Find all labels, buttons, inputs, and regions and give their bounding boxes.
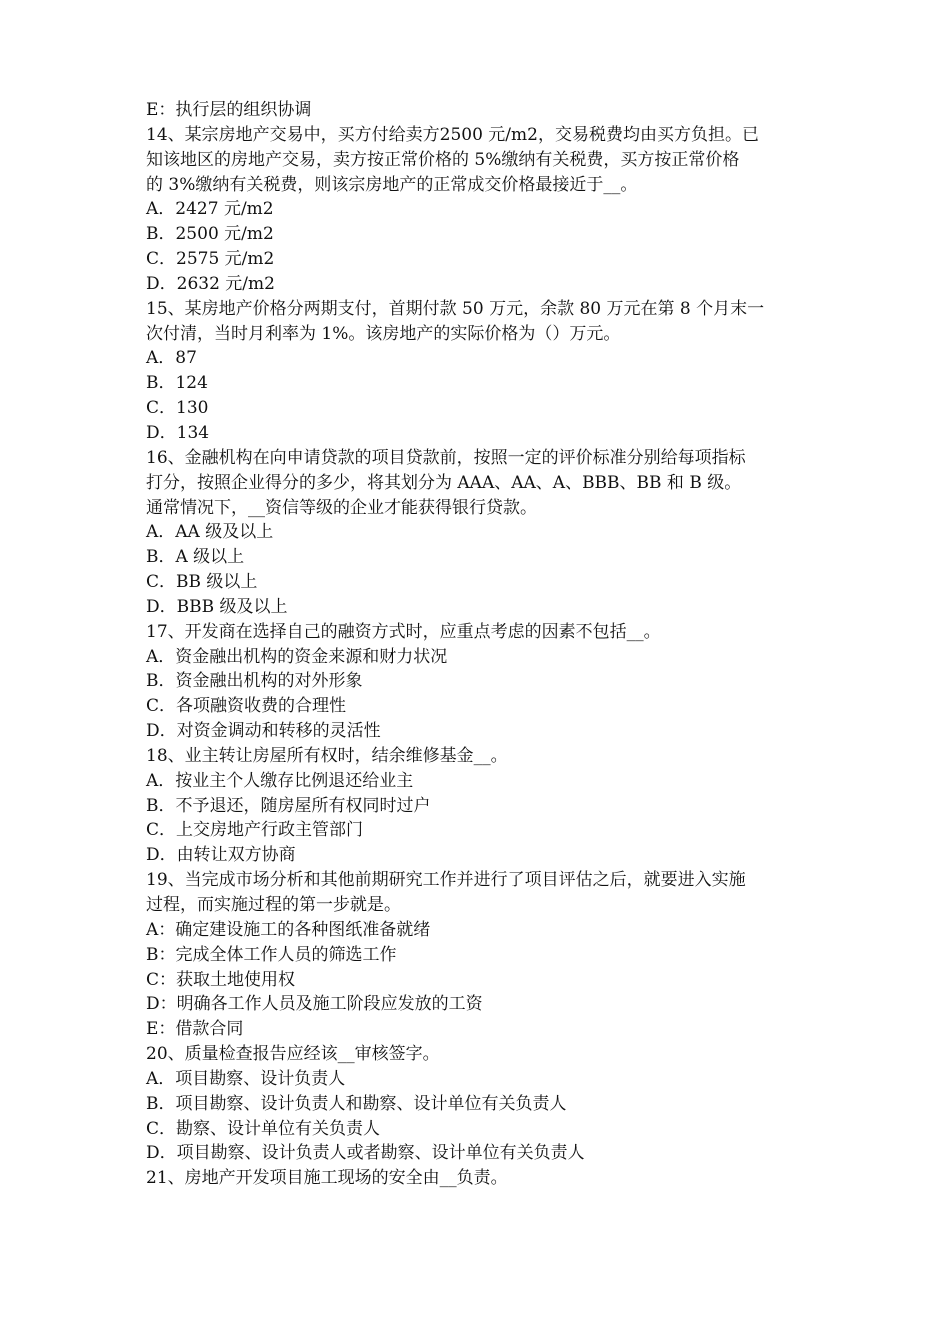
option-d: D．对资金调动和转移的灵活性: [146, 721, 381, 742]
question-18-stem: 18、业主转让房屋所有权时，结余维修基金__。: [146, 745, 508, 766]
option-d: D．2632 元/m2: [146, 273, 275, 294]
question-16-stem: 16、金融机构在向申请贷款的项目贷款前，按照一定的评价标准分别给每项指标: [146, 447, 746, 468]
option-a: A．87: [146, 348, 197, 369]
option-e: E：借款合同: [146, 1019, 244, 1040]
question-15-stem: 15、某房地产价格分两期支付，首期付款 50 万元，余款 80 万元在第 8 个月末一: [146, 298, 765, 319]
option-d: D．BBB 级及以上: [146, 596, 288, 617]
question-14-stem: 14、某宗房地产交易中，买方付给卖方2500 元/m2，交易税费均由买方负担。已: [146, 124, 759, 145]
option-a: A．AA 级及以上: [146, 522, 274, 543]
option-b: B．不予退还，随房屋所有权同时过户: [146, 795, 431, 816]
question-14-stem: 的 3%缴纳有关税费，则该宗房地产的正常成交价格最接近于__。: [146, 174, 638, 195]
option-c: C．勘察、设计单位有关负责人: [146, 1118, 381, 1139]
question-14-stem: 知该地区的房地产交易，卖方按正常价格的 5%缴纳有关税费，买方按正常价格: [146, 149, 740, 170]
option-d: D：明确各工作人员及施工阶段应发放的工资: [146, 994, 483, 1015]
option-b: B．资金融出机构的对外形象: [146, 671, 363, 692]
option-c: C：获取土地使用权: [146, 969, 296, 990]
option-c: C．130: [146, 398, 209, 419]
option-a: A．资金融出机构的资金来源和财力状况: [146, 646, 448, 667]
question-21-stem: 21、房地产开发项目施工现场的安全由__负责。: [146, 1168, 508, 1189]
option-d: D．项目勘察、设计负责人或者勘察、设计单位有关负责人: [146, 1143, 585, 1164]
question-15-stem: 次付清，当时月利率为 1%。该房地产的实际价格为（）万元。: [146, 323, 621, 344]
option-c: C．上交房地产行政主管部门: [146, 820, 364, 841]
option-a: A．按业主个人缴存比例退还给业主: [146, 770, 414, 791]
question-16-stem: 打分，按照企业得分的多少，将其划分为 AAA、AA、A、BBB、BB 和 B 级。: [146, 472, 742, 493]
question-20-stem: 20、质量检查报告应经该__审核签字。: [146, 1044, 440, 1065]
question-19-stem: 19、当完成市场分析和其他前期研究工作并进行了项目评估之后，就要进入实施: [146, 870, 746, 891]
option-b: B．项目勘察、设计负责人和勘察、设计单位有关负责人: [146, 1093, 567, 1114]
option-c: C．2575 元/m2: [146, 249, 275, 270]
option-a: A．项目勘察、设计负责人: [146, 1068, 346, 1089]
option-d: D．134: [146, 422, 210, 443]
option-c: C．BB 级以上: [146, 572, 258, 593]
option-b: B．124: [146, 373, 208, 394]
question-16-stem: 通常情况下，__资信等级的企业才能获得银行贷款。: [146, 497, 537, 518]
option-c: C．各项融资收费的合理性: [146, 696, 347, 717]
question-text-body: [146, 98, 816, 1191]
option-b: B．2500 元/m2: [146, 224, 274, 245]
question-19-stem: 过程，而实施过程的第一步就是。: [146, 895, 401, 915]
option-b: B．A 级以上: [146, 547, 245, 568]
option-a: A：确定建设施工的各种图纸准备就绪: [146, 919, 431, 940]
option-d: D．由转让双方协商: [146, 845, 296, 866]
question-17-stem: 17、开发商在选择自己的融资方式时，应重点考虑的因素不包括__。: [146, 621, 661, 642]
text-line: E：执行层的组织协调: [146, 100, 312, 120]
option-a: A．2427 元/m2: [146, 199, 274, 220]
option-b: B：完成全体工作人员的筛选工作: [146, 944, 397, 965]
